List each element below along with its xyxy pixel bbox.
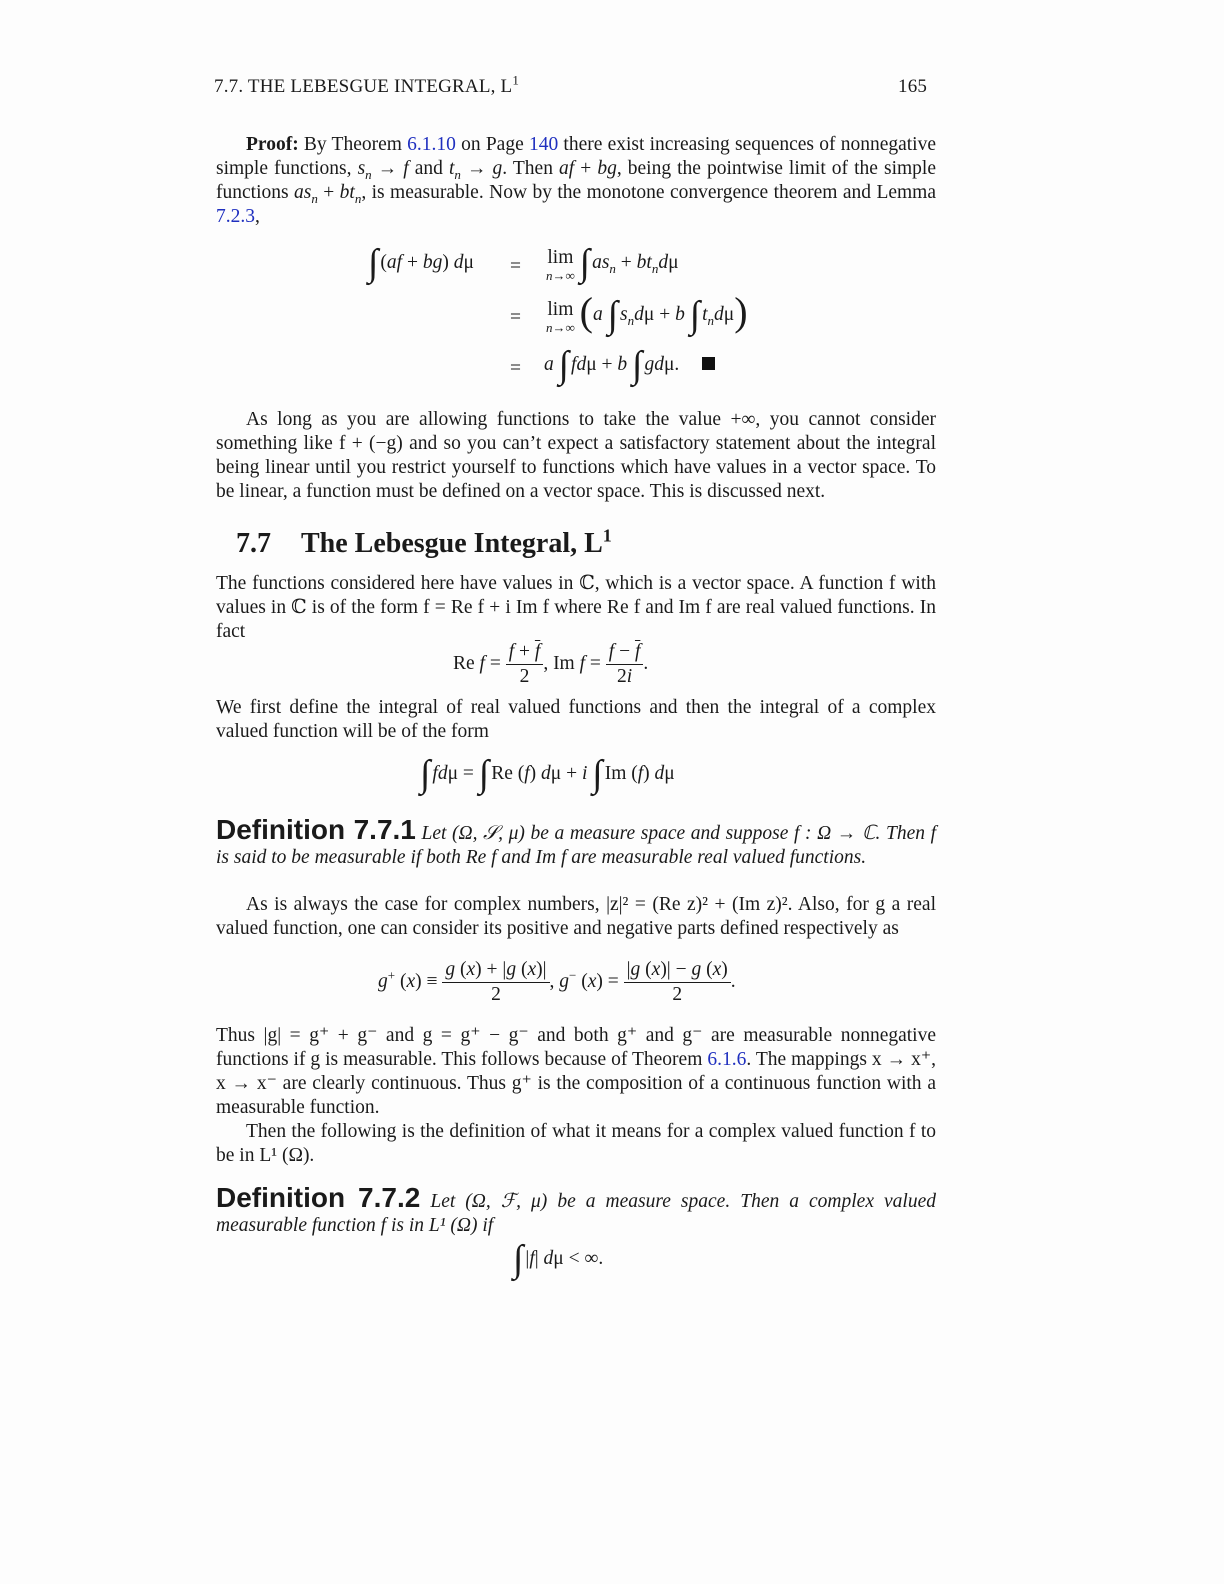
first-define-paragraph: We first define the integral of real valued functions and then the integral of a complex valued function will be of the form [216, 697, 936, 742]
equation-rhs-1: lim n→∞ ∫ $as_n + bt_nd\mu$ [546, 242, 679, 284]
positive-negative-parts-paragraph: As is always the case for complex numbers, |z|² = (Re z)² + (Im z)². Also, for g a real valued function, one can consider its positive and negative parts defined respectively as [216, 894, 936, 939]
equation-rhs-3: a ∫ fdμ + b ∫ gdμ. [544, 346, 715, 384]
qed-square-icon [702, 357, 715, 370]
equals-sign: = [510, 256, 521, 277]
equation-line-1: ∫ (af + bg) dμ [368, 242, 474, 284]
linearity-paragraph: As long as you are allowing functions to take the value +∞, you cannot consider something like f + (−g) and so you can’t expect a satisfactory statement about the integral being linear until you restrict yourself to functions which have values in a vector space. To be linear, a function must be defined on a vector space. This is discussed next. [216, 409, 936, 502]
complex-integral-formula: ∫ fdμ = ∫ Re (f) dμ + i ∫ Im (f) dμ [420, 753, 675, 795]
thus-paragraph: Thus |g| = g⁺ + g⁻ and g = g⁺ − g⁻ and both g⁺ and g⁻ are measurable nonnegative functions if g is measurable. This follows because of Theorem 6.1.6. The mappings x → x⁺, x → x⁻ are clearly continuous. Thus g⁺ is the composition of a continuous function with a measurable function. [216, 1025, 936, 1118]
section-heading: 7.7 The Lebesgue Integral, $L^1$ [236, 525, 612, 559]
page-link[interactable]: 140 [528, 134, 559, 155]
complex-values-paragraph: The functions considered here have values in ℂ, which is a vector space. A function f with values in ℂ is of the form f = Re f + i Im f where Re f and Im f are real valued functions. In fact [216, 573, 936, 642]
page-number: 165 [898, 76, 928, 97]
equation-rhs-2: lim n→∞ (a ∫ $s_nd\mu + b$ ∫ $t_nd\mu$) [546, 289, 748, 336]
equals-sign: = [510, 307, 521, 328]
integrability-condition: ∫ |f| dμ < ∞. [513, 1238, 604, 1280]
running-title: 7.7. THE LEBESGUE INTEGRAL, $L^1$ [214, 72, 520, 97]
then-paragraph: Then the following is the definition of what it means for a complex valued function f to be in L¹ (Ω). [216, 1121, 936, 1166]
re-im-formula: Re f = $\frac{f + \overline{f}}{2}$ , Im f = $\frac{f - \overline{f}}{2i}$ . [453, 641, 649, 687]
equals-sign: = [510, 358, 521, 379]
lemma-link[interactable]: 7.2.3 [216, 206, 255, 227]
positive-negative-parts-formula: g+ (x) ≡ $\frac{g (x) + |g (x)|}{2}$ , g− (x) = $\frac{|g (x)| - g (x)}{2}$ . [378, 959, 736, 1005]
theorem-link[interactable]: 6.1.10 [407, 134, 456, 155]
definition-7-7-2: Definition 7.7.2 Let (Ω, ℱ, μ) be a measure space. Then a complex valued measurable function f is in L¹ (Ω) if [216, 1182, 937, 1236]
definition-7-7-1: Definition 7.7.1 Let (Ω, 𝒮, μ) be a measure space and suppose f : Ω → ℂ. Then f is said to be measurable if both Re f and Im f are measurable real valued functions. [216, 814, 936, 868]
theorem-link[interactable]: 6.1.6 [707, 1049, 747, 1070]
proof-paragraph: Proof: By Theorem 6.1.10 on Page 140 there exist increasing sequences of nonnegative simple functions, $s_n \to f$ and $t_n \to g$. Then af + bg, being the pointwise limit of the simple functions $as_n + bt_n$, is measurable. Now by the monotone convergence theorem and Lemma 7.2.3, [216, 134, 937, 227]
